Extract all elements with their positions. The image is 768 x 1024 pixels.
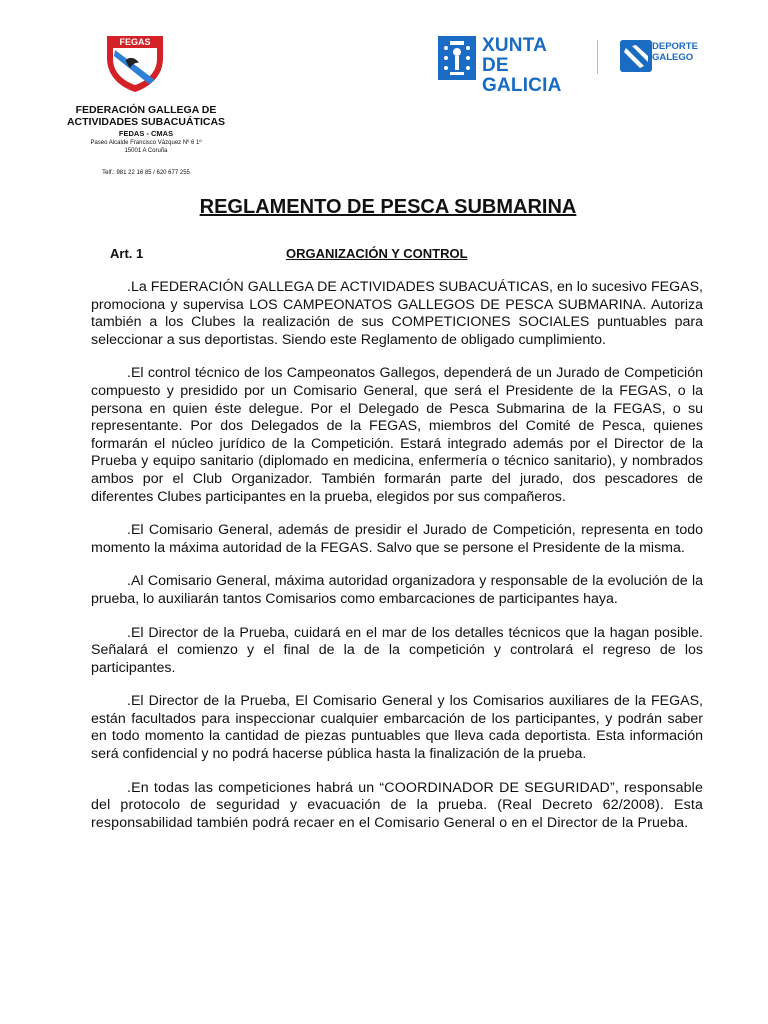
paragraph-2: .El control técnico de los Campeonatos Gallegos, dependerá de un Jurado de Competición compuesto y presidido por un Comisario General, que será el Presidente de la FEGAS, o la persona en quien éste delegue. Por el Delegado de Pesca Submarina de la FEGAS, o su representante. Por dos Delegados de la FEGAS, miembros del Comité de Pesca, quienes formarán el núcleo jurídico de la Competición. Estará integrado además por el Director de la Prueba y equipo sanitario (diplomado en medicina, enfermería o técnico sanitario), y nombrados ambos por el Club Organizador. También formarán parte del jurado, dos pescadores de diferentes Clubes participantes en la prueba, elegidos por sus compañeros.	[91, 365, 703, 505]
article-body	[91, 279, 703, 848]
org-name-line1: FEDERACIÓN GALLEGA DE	[75, 104, 217, 116]
xunta-line1: XUNTA	[482, 35, 548, 56]
org-affiliation: FEDAS - CMAS	[118, 129, 174, 138]
logo-divider	[597, 40, 598, 74]
xunta-line2: DE GALICIA	[482, 55, 562, 96]
article-heading	[110, 246, 468, 261]
paragraph-5: .El Director de la Prueba, cuidará en el mar de los detalles técnicos que la hagan posible. Señalará el comienzo y el final de la de la competición y controlará el regreso de los participantes.	[91, 624, 703, 676]
paragraph-6: .El Director de la Prueba, El Comisario General y los Comisarios auxiliares de la FEGAS, están facultados para inspeccionar cualquier embarcación de los participantes, y podrán saber en todo momento la cantidad de piezas puntuables que lleva cada deportista. Esta información será confidencial y no podrá hacerse pública hasta la finalización de la prueba.	[91, 693, 703, 763]
document-title: REGLAMENTO DE PESCA SUBMARINA	[199, 196, 577, 218]
article-title: ORGANIZACIÓN Y CONTROL	[286, 246, 468, 261]
paragraph-3: .El Comisario General, además de presidir el Jurado de Competición, representa en todo momento la máxima autoridad de la FEGAS. Salvo que se persone el Presidente de la misma.	[91, 522, 703, 556]
organization-block	[40, 104, 252, 177]
deporte-line1: DEPORTE	[652, 41, 698, 52]
deporte-galego-icon	[620, 40, 652, 72]
paragraph-4: .Al Comisario General, máxima autoridad organizadora y responsable de la evolución de la prueba, lo auxiliarán tantos Comisarios como embarcaciones de participantes haya.	[91, 573, 703, 607]
xunta-de-galicia-logo	[438, 35, 588, 96]
address-line2: 15001 A Coruña	[124, 148, 168, 154]
deporte-text	[652, 41, 698, 63]
fegas-logo-text: FEGAS	[119, 37, 151, 47]
org-name-line2: ACTIVIDADES SUBACUÁTICAS	[66, 116, 226, 128]
xunta-text	[482, 36, 588, 96]
paragraph-1: .La FEDERACIÓN GALLEGA DE ACTIVIDADES SUBACUÁTICAS, en lo sucesivo FEGAS, promociona y supervisa LOS CAMPEONATOS GALLEGOS DE PESCA SUBMARINA. Autoriza también a los Clubes la realización de sus COMPETICIONES SOCIALES puntuables para seleccionar a sus deportistas. Siendo este Reglamento de obligado cumplimiento.	[91, 279, 703, 348]
article-number: Art. 1	[110, 246, 144, 261]
address-line1: Paseo Alcalde Francisco Vázquez Nº 6 1º	[90, 140, 202, 146]
fegas-logo	[104, 34, 166, 94]
telephone: Telf.: 981 22 16 85 / 620 677 255	[102, 170, 190, 176]
galicia-crest-icon	[438, 36, 476, 80]
deporte-line2: GALEGO	[652, 52, 694, 63]
paragraph-7: .En todas las competiciones habrá un “COORDINADOR DE SEGURIDAD”, responsable del protocolo de seguridad y evacuación de la prueba. (Real Decreto 62/2008). Esta responsabilidad también podrá recaer en el Comisario General o en el Director de la Prueba.	[91, 779, 703, 831]
